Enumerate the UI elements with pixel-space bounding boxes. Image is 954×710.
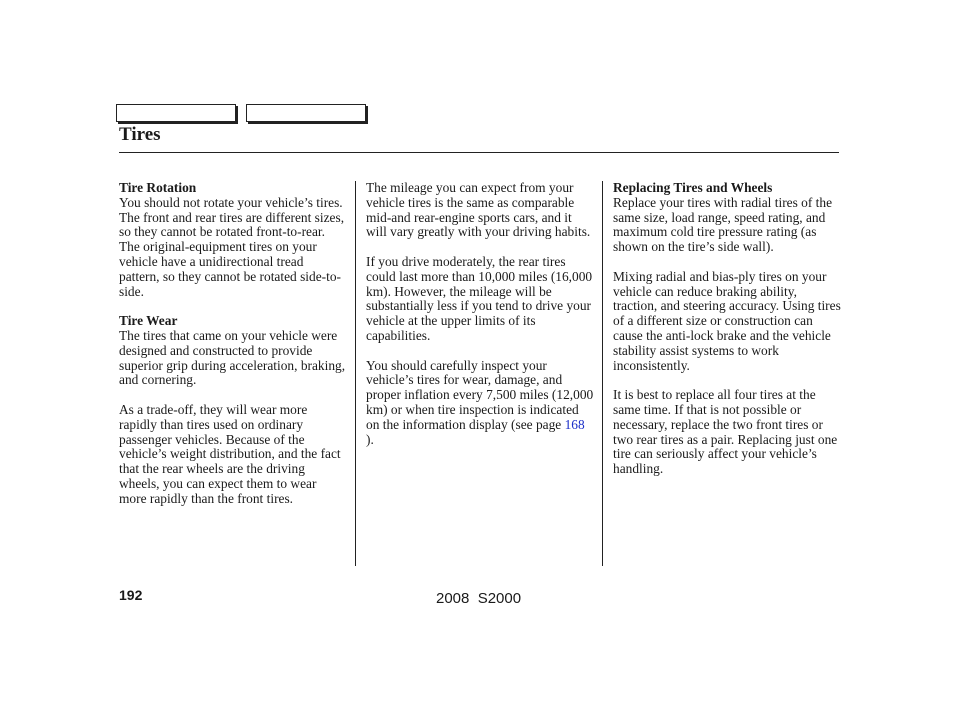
mileage-paragraph: The mileage you can expect from your vehicle tires is the same as comparable mid-and rear-engine sports cars, and it will vary greatly with your driving habits.	[366, 180, 591, 240]
nav-button-previous[interactable]	[116, 104, 236, 122]
page-number: 192	[119, 587, 143, 603]
tire-wear-paragraph-1: The tires that came on your vehicle were designed and constructed to provide superior grip during acceleration, braking, and cornering.	[119, 327, 346, 388]
column-left	[119, 181, 347, 521]
tire-rotation-heading: Tire Rotation	[119, 180, 197, 195]
mixing-tires-paragraph: Mixing radial and bias-ply tires on your vehicle can reduce braking ability, traction, and steering accuracy. Using tires of a different size or construction can cause the anti-lock brake and the vehicle stability assist systems to work inconsistently.	[613, 268, 841, 373]
nav-button-next[interactable]	[246, 104, 366, 122]
tire-wear-heading: Tire Wear	[119, 313, 178, 329]
column-divider-2	[602, 181, 603, 566]
tire-rotation-paragraph: You should not rotate your vehicle’s tires. The front and rear tires are different sizes, so they cannot be rotated front-to-rear. The original-equipment tires on your vehicle have a unidirectional tread pattern, so they cannot be rotated side-to-side.	[119, 194, 345, 299]
page-title: Tires	[119, 124, 161, 145]
inspection-text-end: ).	[366, 431, 374, 447]
moderate-driving-paragraph: If you drive moderately, the rear tires could last more than 10,000 miles (16,000 km). However, the mileage will be substantially less if you tend to drive your vehicle at the upper limits of its capabilities.	[366, 253, 593, 343]
title-divider	[119, 152, 839, 153]
tire-wear-paragraph-2: As a trade-off, they will wear more rapidly than tires used on ordinary passenger vehicles. Because of the vehicle’s weight distribution, and the fact that the rear wheels are the driving wheels, you can expect them to wear more rapidly than the front tires.	[119, 401, 341, 506]
footer-model: 2008 S2000	[436, 590, 522, 607]
page-168-link[interactable]: 168	[564, 416, 585, 432]
replace-all-four-paragraph: It is best to replace all four tires at the same time. If that is not possible or necessary, replace the two front tires or two rear tires as a pair. Replacing just one tire can seriously affect your vehicle’s handling.	[613, 387, 838, 477]
inspection-paragraph	[366, 359, 594, 448]
replace-radial-paragraph: Replace your tires with radial tires of the same size, load range, speed rating, and maximum cold tire pressure rating (as shown on the tire’s side wall).	[613, 194, 833, 255]
column-middle	[366, 181, 594, 462]
column-divider-1	[355, 181, 356, 566]
inspection-text: You should carefully inspect your vehicle’s tires for wear, damage, and proper inflation every 7,500 miles (12,000 km) or when tire inspection is indicated on the information display (see page	[366, 357, 594, 432]
replacing-tires-heading: Replacing Tires and Wheels	[613, 180, 773, 195]
column-right	[613, 181, 843, 492]
